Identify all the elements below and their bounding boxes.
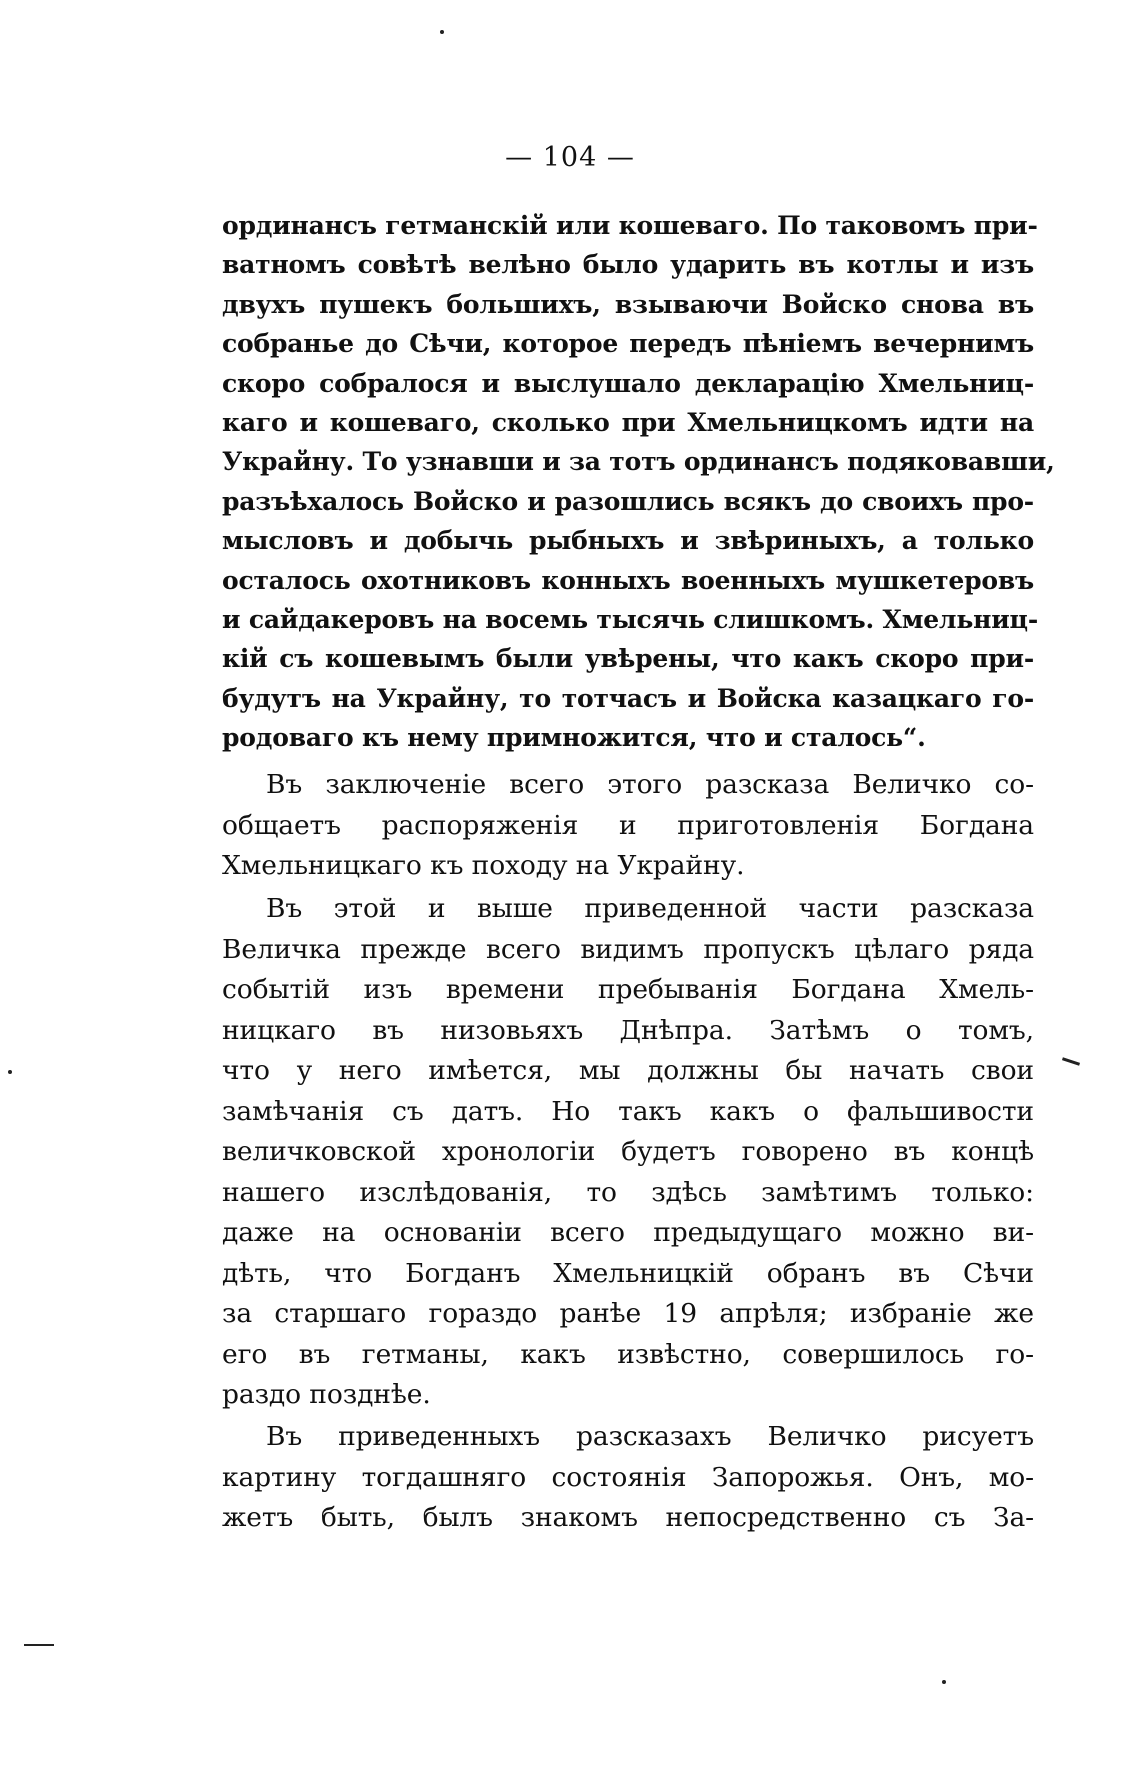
text-line: Украйну. То узнавши и за тотъ ординансъ подяковавши, xyxy=(222,447,1055,477)
text-line: будутъ на Украйну, то тотчасъ и Войска казацкаго го- xyxy=(222,683,1034,713)
text-line: двухъ пушекъ большихъ, взываючи Войско снова въ xyxy=(222,289,1034,319)
text-line: жетъ быть, былъ знакомъ непосредственно съ За- xyxy=(222,1502,1034,1533)
text-line: каго и кошеваго, сколько при Хмельницкомъ идти на xyxy=(222,408,1034,438)
text-line: его въ гетманы, какъ извѣстно, совершилось го- xyxy=(222,1338,1034,1370)
text-line: родоваго къ нему примножится, что и сталось“. xyxy=(222,723,926,753)
text-line: величковской хронологіи будетъ говорено въ концѣ xyxy=(222,1136,1034,1167)
quoted-passage xyxy=(222,206,1055,758)
text-line: Хмельницкаго къ походу на Украйну. xyxy=(222,850,745,881)
page-number: — 104 — xyxy=(505,142,635,173)
text-line: Въ приведенныхъ разсказахъ Величко рисуетъ xyxy=(266,1421,1034,1452)
text-line: осталось охотниковъ конныхъ военныхъ мушкетеровъ xyxy=(222,565,1034,595)
text-line: дѣть, что Богданъ Хмельницкій обранъ въ Сѣчи xyxy=(222,1257,1034,1289)
paragraph-conclusion xyxy=(222,765,1034,887)
text-line: собранье до Сѣчи, которое передъ пѣніемъ вечернимъ xyxy=(222,329,1034,359)
paragraph-analysis xyxy=(222,889,1034,1416)
scan-speck xyxy=(440,30,444,34)
scan-speck xyxy=(24,1644,54,1646)
text-line: раздо позднѣе. xyxy=(222,1379,431,1410)
text-line: Величка прежде всего видимъ пропускъ цѣлаго ряда xyxy=(222,933,1034,965)
text-line: разъѣхалось Войско и разошлись всякъ до своихъ про- xyxy=(222,486,1034,516)
text-line: Въ этой и выше приведенной части разсказа xyxy=(266,893,1034,924)
paragraph-zaporozhye xyxy=(222,1417,1034,1539)
scan-speck xyxy=(1062,1057,1080,1065)
text-line: что у него имѣется, мы должны бы начать свои xyxy=(222,1055,1034,1086)
text-line: мысловъ и добычь рыбныхъ и звѣриныхъ, а только xyxy=(222,526,1034,556)
scan-speck xyxy=(8,1070,12,1074)
text-line: замѣчанія съ датъ. Но такъ какъ о фальшивости xyxy=(222,1095,1034,1127)
text-line: скоро собралося и выслушало декларацію Хмельниц- xyxy=(222,368,1034,398)
text-line: нашего изслѣдованія, то здѣсь замѣтимъ только: xyxy=(222,1176,1034,1208)
text-line: событій изъ времени пребыванія Богдана Хмель- xyxy=(222,974,1034,1005)
text-line: ватномъ совѣтѣ велѣно было ударить въ котлы и изъ xyxy=(222,250,1034,280)
scan-speck xyxy=(942,1680,946,1684)
text-line: даже на основаніи всего предыдущаго можно ви- xyxy=(222,1217,1034,1248)
text-line: картину тогдашняго состоянія Запорожья. Онъ, мо- xyxy=(222,1461,1034,1493)
text-line: ординансъ гетманскій или кошеваго. По таковомъ при- xyxy=(222,211,1038,240)
text-line: и сайдакеровъ на восемь тысячь слишкомъ. Хмельниц- xyxy=(222,605,1039,635)
text-line: Въ заключеніе всего этого разсказа Величко со- xyxy=(266,769,1034,800)
text-line: кій съ кошевымъ были увѣрены, что какъ скоро при- xyxy=(222,644,1034,674)
text-line: за старшаго гораздо ранѣе 19 апрѣля; избраніе же xyxy=(222,1298,1034,1329)
text-line: общаетъ распоряженія и приготовленія Богдана xyxy=(222,809,1034,841)
text-line: ницкаго въ низовьяхъ Днѣпра. Затѣмъ о томъ, xyxy=(222,1014,1034,1046)
